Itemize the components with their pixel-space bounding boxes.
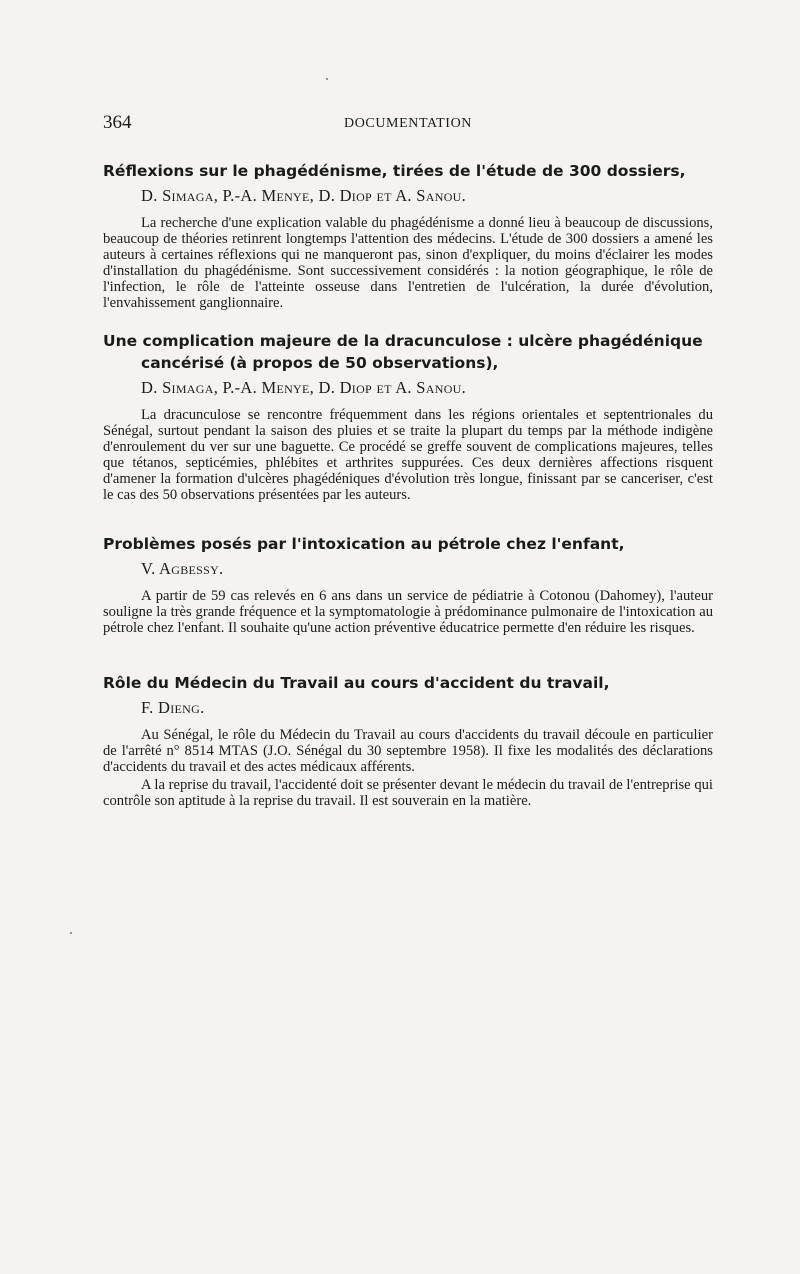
article-paragraph: A la reprise du travail, l'accidenté doit se présenter devant le médecin du travail de l'entreprise qui contrôle son aptitude à la reprise du travail. Il est souverain en la matière. — [103, 777, 713, 809]
article-title: Une complication majeure de la dracunculose : ulcère phagédénique cancérisé (à propos de 50 observations), — [103, 332, 703, 372]
print-speck — [326, 78, 328, 80]
article-intoxication-petrole — [103, 533, 713, 636]
article-authors: D. Simaga, P.-A. Menye, D. Diop et A. Sanou. — [141, 378, 467, 397]
article-paragraph: La recherche d'une explication valable du phagédénisme a donné lieu à beaucoup de discussions, beaucoup de théories retinrent longtemps l'attention des médecins. L'étude de 300 dossiers a amené les auteurs à certaines réflexions qui ne manqueront pas, sinon d'expliquer, du moins d'éclairer les modes d'installation du phagédénisme. Sont successivement considérés : la notion géographique, le rôle de l'infection, le rôle de l'atteinte osseuse dans l'entretien de l'ulcération, la durée d'évolution, l'envahissement ganglionnaire. — [103, 215, 713, 311]
article-title: Réflexions sur le phagédénisme, tirées de l'étude de 300 dossiers, — [103, 162, 686, 180]
print-speck — [70, 932, 72, 934]
article-authors: D. Simaga, P.-A. Menye, D. Diop et A. Sanou. — [141, 186, 467, 205]
article-medecin-travail — [103, 672, 713, 809]
article-paragraph: La dracunculose se rencontre fréquemment dans les régions orientales et septentrionales du Sénégal, surtout pendant la saison des pluies et se traite la plupart du temps par la méthode indigène d'enroulement du ver sur une baguette. Ce procédé se greffe souvent de complications majeures, telles que tétanos, septicémies, phlébites et arthrites suppurées. Ces deux dernières affections risquent d'amener la formation d'ulcères phagédéniques d'évolution très longue, finissant par se canceriser, c'est le cas des 50 observations présentées par les auteurs. — [103, 407, 713, 503]
article-phagedenisme — [103, 160, 713, 311]
article-title: Rôle du Médecin du Travail au cours d'accident du travail, — [103, 674, 610, 692]
article-authors: F. Dieng. — [141, 698, 205, 717]
article-paragraph: A partir de 59 cas relevés en 6 ans dans un service de pédiatrie à Cotonou (Dahomey), l'auteur souligne la très grande fréquence et la symptomatologie à prédominance pulmonaire de l'intoxication au pétrole chez l'enfant. Il souhaite qu'une action préventive éducatrice permette d'en réduire les risques. — [103, 588, 713, 636]
article-dracunculose — [103, 330, 713, 503]
article-title: Problèmes posés par l'intoxication au pétrole chez l'enfant, — [103, 535, 625, 553]
page-header — [103, 112, 713, 136]
running-title: DOCUMENTATION — [343, 116, 472, 131]
article-authors: V. Agbessy. — [141, 559, 224, 578]
page-number: 364 — [103, 112, 132, 133]
article-paragraph: Au Sénégal, le rôle du Médecin du Travail au cours d'accidents du travail découle en particulier de l'arrêté n° 8514 MTAS (J.O. Sénégal du 30 septembre 1958). Il fixe les modalités des déclarations d'accidents du travail et des actes médicaux afférents. — [103, 727, 713, 775]
